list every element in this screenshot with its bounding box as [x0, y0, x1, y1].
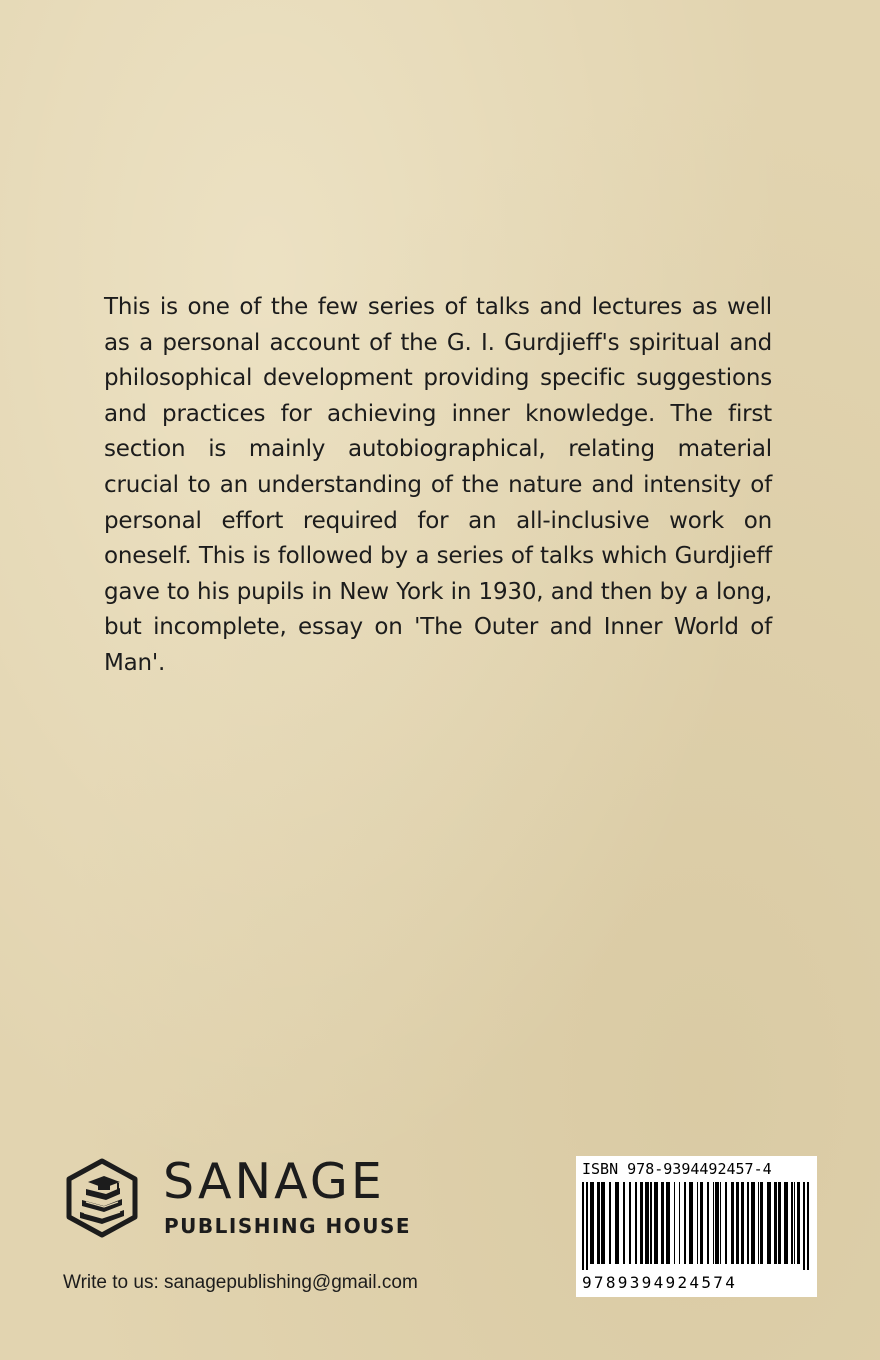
- barcode-bar: [689, 1182, 693, 1264]
- barcode-bar: [601, 1182, 605, 1264]
- barcode-bar: [751, 1182, 755, 1264]
- barcode-bar: [760, 1182, 763, 1264]
- barcode-bar: [794, 1182, 795, 1264]
- barcode-bar: [674, 1182, 675, 1264]
- barcode-bar: [767, 1182, 771, 1264]
- barcode-bar: [650, 1182, 652, 1264]
- barcode-bar: [629, 1182, 631, 1264]
- barcode-bar: [707, 1182, 709, 1264]
- barcode-bar: [635, 1182, 637, 1264]
- barcode-bar: [797, 1182, 800, 1264]
- barcode-bar: [774, 1182, 777, 1264]
- barcode-bar: [661, 1182, 664, 1264]
- isbn-barcode: [576, 1156, 817, 1297]
- barcode-bar: [640, 1182, 643, 1264]
- publisher-subtitle: PUBLISHING HOUSE: [164, 1214, 412, 1238]
- barcode-bar: [725, 1182, 727, 1264]
- barcode-bar: [666, 1182, 670, 1264]
- barcode-bar: [609, 1182, 611, 1264]
- barcode-digits: 9789394924574: [582, 1273, 738, 1292]
- barcode-bar: [679, 1182, 680, 1264]
- barcode-bar: [715, 1182, 719, 1264]
- barcode-guard-bar: [582, 1182, 584, 1270]
- barcode-bar: [741, 1182, 744, 1264]
- barcode-bars: [582, 1182, 811, 1270]
- publisher-name: SANAGE: [163, 1153, 385, 1210]
- contact-line: Write to us: sanagepublishing@gmail.com: [63, 1272, 418, 1293]
- barcode-bar: [784, 1182, 788, 1264]
- barcode-bar: [590, 1182, 594, 1264]
- barcode-guard-bar: [586, 1182, 588, 1270]
- barcode-bar: [731, 1182, 734, 1264]
- barcode-bar: [684, 1182, 686, 1264]
- barcode-bar: [700, 1182, 703, 1264]
- barcode-bar: [747, 1182, 749, 1264]
- barcode-bar: [713, 1182, 714, 1264]
- barcode-bar: [697, 1182, 698, 1264]
- barcode-bar: [623, 1182, 625, 1264]
- back-cover-blurb: This is one of the few series of talks and lectures as well as a personal account of the G. I. Gurdjieff's spiritual and philosophical development providing specific suggestions and practices for achieving inner knowledge. The first section is mainly autobiographical, relating material crucial to an understanding of the nature and intensity of personal effort required for an all-inclusive work on oneself. This is followed by a series of talks which Gurdjieff gave to his pupils in New York in 1930, and then by a long, but incomplete, essay on 'The Outer and Inner World of Man'.: [104, 294, 772, 676]
- barcode-guard-bar: [807, 1182, 809, 1270]
- barcode-bar: [720, 1182, 721, 1264]
- barcode-bar: [778, 1182, 781, 1264]
- barcode-guard-bar: [803, 1182, 805, 1270]
- isbn-label: ISBN 978-9394492457-4: [582, 1160, 772, 1178]
- books-hexagon-icon: [62, 1158, 142, 1238]
- barcode-bar: [645, 1182, 649, 1264]
- barcode-bar: [736, 1182, 739, 1264]
- barcode-bar: [615, 1182, 619, 1264]
- publisher-logo: [62, 1158, 142, 1238]
- barcode-bar: [791, 1182, 793, 1264]
- barcode-bar: [654, 1182, 658, 1264]
- barcode-bar: [597, 1182, 600, 1264]
- barcode-bar: [758, 1182, 759, 1264]
